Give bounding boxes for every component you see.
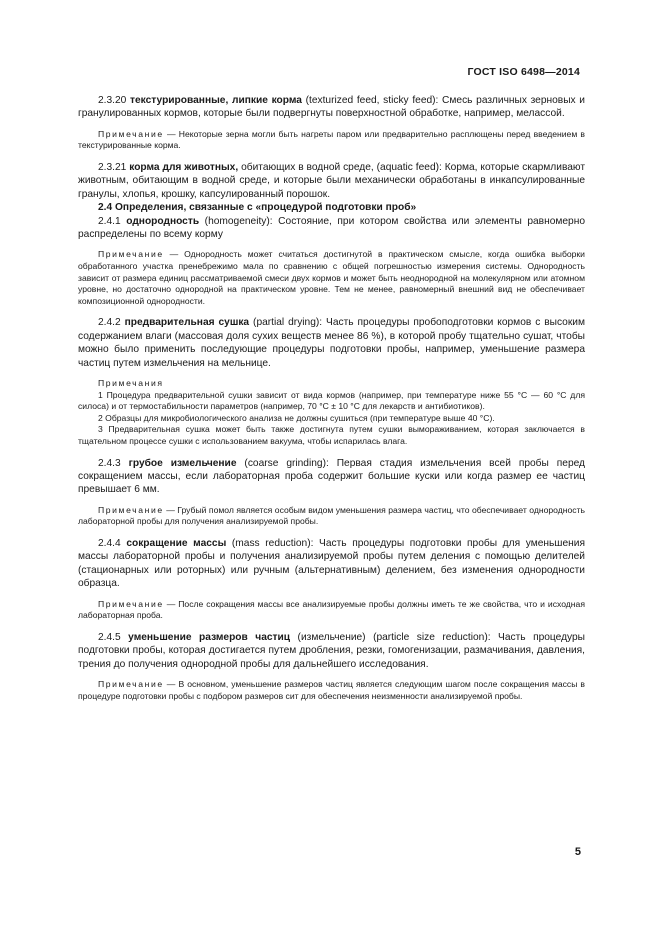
- note-label: Примечание: [98, 598, 164, 609]
- term-english: (mass reduction):: [226, 538, 314, 549]
- note-line-2: 2 Образцы для микробиологического анализа не должны сушиться (при температуре выше 40 °С).: [98, 412, 495, 423]
- note-text: — Однородность может считаться достигнутой в практическом смысле, когда ошибка выборки обработанного участка пренебрежимо мала по сравнению с общей погрешностью измерения системы. Однородность зависит от размера единиц рассматриваемой смеси двух кормов и может быть неоднородной на молекулярном или атомном уровне, но достаточно однородной на практическом уровне. Тем не менее, равномерный внешний вид не обеспечивает композиционной однородности.: [78, 249, 585, 306]
- document-body: [78, 94, 585, 711]
- term-english: (texturized feed, sticky feed):: [301, 95, 439, 106]
- note-2-4-4: [78, 599, 585, 622]
- notes-label: Примечания: [98, 378, 164, 389]
- note-label: Примечание: [98, 504, 164, 515]
- document-code-header: ГОСТ ISO 6498—2014: [467, 66, 580, 78]
- definition-text: Часть процедуры пробоподготовки кормов с высоким содержанием влаги (массовая доля сухих веществ менее 86 %), в которой пробу тщательно сушат, чтобы можно было применить последующие процедуры подготовки пробы, например, уменьшение размера частиц путем измельчения на мельнице.: [78, 317, 586, 369]
- term-continuation: обитающих в водной среде,: [238, 162, 374, 173]
- note-line-3: 3 Предварительная сушка может быть также достигнута путем сушки вымораживанием, которая заключается в тщательном процессе сушки с использованием вакуума, чтобы испарилась влага.: [78, 424, 585, 446]
- item-number: 2.4.3: [98, 457, 121, 469]
- definition-2-4-2: [78, 316, 585, 370]
- item-number: 2.4.4: [98, 538, 121, 549]
- definition-text: Первая стадия измельчения всей пробы перед сокращением массы, если лабораторная проба содержит большие куски или когда размер ее частиц превышает 6 мм.: [78, 457, 585, 496]
- term-english: (aquatic feed):: [373, 162, 442, 173]
- definition-2-4-4: [78, 537, 585, 591]
- page-number: 5: [574, 846, 581, 858]
- note-label: Примечание: [98, 679, 164, 690]
- term: корма для животных,: [129, 162, 239, 173]
- term-english: (измельчение) (particle size reduction):: [290, 631, 491, 643]
- term: предварительная сушка: [124, 317, 250, 329]
- note-2-4-3: [78, 505, 585, 528]
- term: сокращение массы: [126, 538, 227, 549]
- definition-2-3-21: [78, 161, 585, 201]
- section-heading-2-4: 2.4 Определения, связанные с «процедурой подготовки проб»: [98, 202, 417, 214]
- term: текстурированные, липкие корма: [130, 95, 302, 106]
- note-2-3-20: [78, 129, 585, 152]
- definition-2-4-1: [78, 215, 585, 242]
- note-text: — Некоторые зерна могли быть нагреты паром или предварительно расплющены перед введением в текстурированные корма.: [78, 128, 585, 151]
- term: однородность: [126, 215, 200, 227]
- item-number: 2.4.5: [98, 631, 121, 643]
- term-english: (partial drying):: [249, 317, 323, 329]
- term-english: (coarse grinding):: [236, 457, 329, 469]
- definition-text: Смесь различных зерновых и гранулированных кормов, которые были подвергнуты поверхностной обработке, например, мелассой.: [78, 95, 585, 120]
- note-2-4-1: [78, 249, 585, 307]
- definition-text: Часть процедуры подготовки пробы для уменьшения массы лабораторной пробы и получения анализируемой пробы путем деления с помощью делителей (стационарных или роторных) или ручным (альтернативным) делением, без изменения однородности образца.: [78, 538, 585, 590]
- note-text: — Грубый помол является особым видом уменьшения размера частиц, что обеспечивает однородность лабораторной пробы для получения анализируемой пробы.: [78, 504, 585, 527]
- definition-text: Корма, которые скармливают животным, обитающим в водной среде, и которые были механически обработаны в инкапсулированные гранулы, хлопья, крошку, капсулированный порошок.: [78, 162, 585, 200]
- item-number: 2.4.2: [98, 317, 121, 329]
- notes-2-4-2: [78, 378, 585, 448]
- definition-2-4-3: [78, 457, 585, 497]
- term: грубое измельчение: [128, 457, 237, 469]
- note-line-1: 1 Процедура предварительной сушки зависит от вида кормов (например, при температуре ниже 55 °С — 60 °С для силоса) и от термостабильности параметров (например, 70 °С ± 10 °С для лекарств и антибиотиков).: [78, 389, 585, 412]
- term: уменьшение размеров частиц: [128, 631, 291, 643]
- definition-2-4-5: [78, 631, 585, 671]
- note-2-4-5: [78, 679, 585, 702]
- item-number: 2.4.1: [98, 215, 121, 227]
- note-label: Примечание: [98, 128, 164, 139]
- item-number: 2.3.21: [98, 162, 127, 173]
- note-text: — В основном, уменьшение размеров частиц является следующим шагом после сокращения массы в процедуре подготовки пробы с подбором размеров сит для обеспечения неизменности анализируемой пробы.: [78, 679, 585, 701]
- item-number: 2.3.20: [98, 95, 127, 106]
- note-text: — После сокращения массы все анализируемые пробы должны иметь те же свойства, что и исходная лабораторная проба.: [78, 598, 585, 621]
- definition-2-3-20: [78, 94, 585, 121]
- definition-text: Состояние, при котором свойства или элементы равномерно распределены по всему корму: [78, 215, 585, 241]
- term-english: (homogeneity):: [199, 215, 273, 227]
- note-label: Примечание: [98, 249, 164, 260]
- definition-text: Часть процедуры подготовки пробы, которая достигается путем дробления, резки, гомогенизации, размачивания, давления, трения до получения однородной пробы для дальнейшего исследования.: [78, 631, 585, 670]
